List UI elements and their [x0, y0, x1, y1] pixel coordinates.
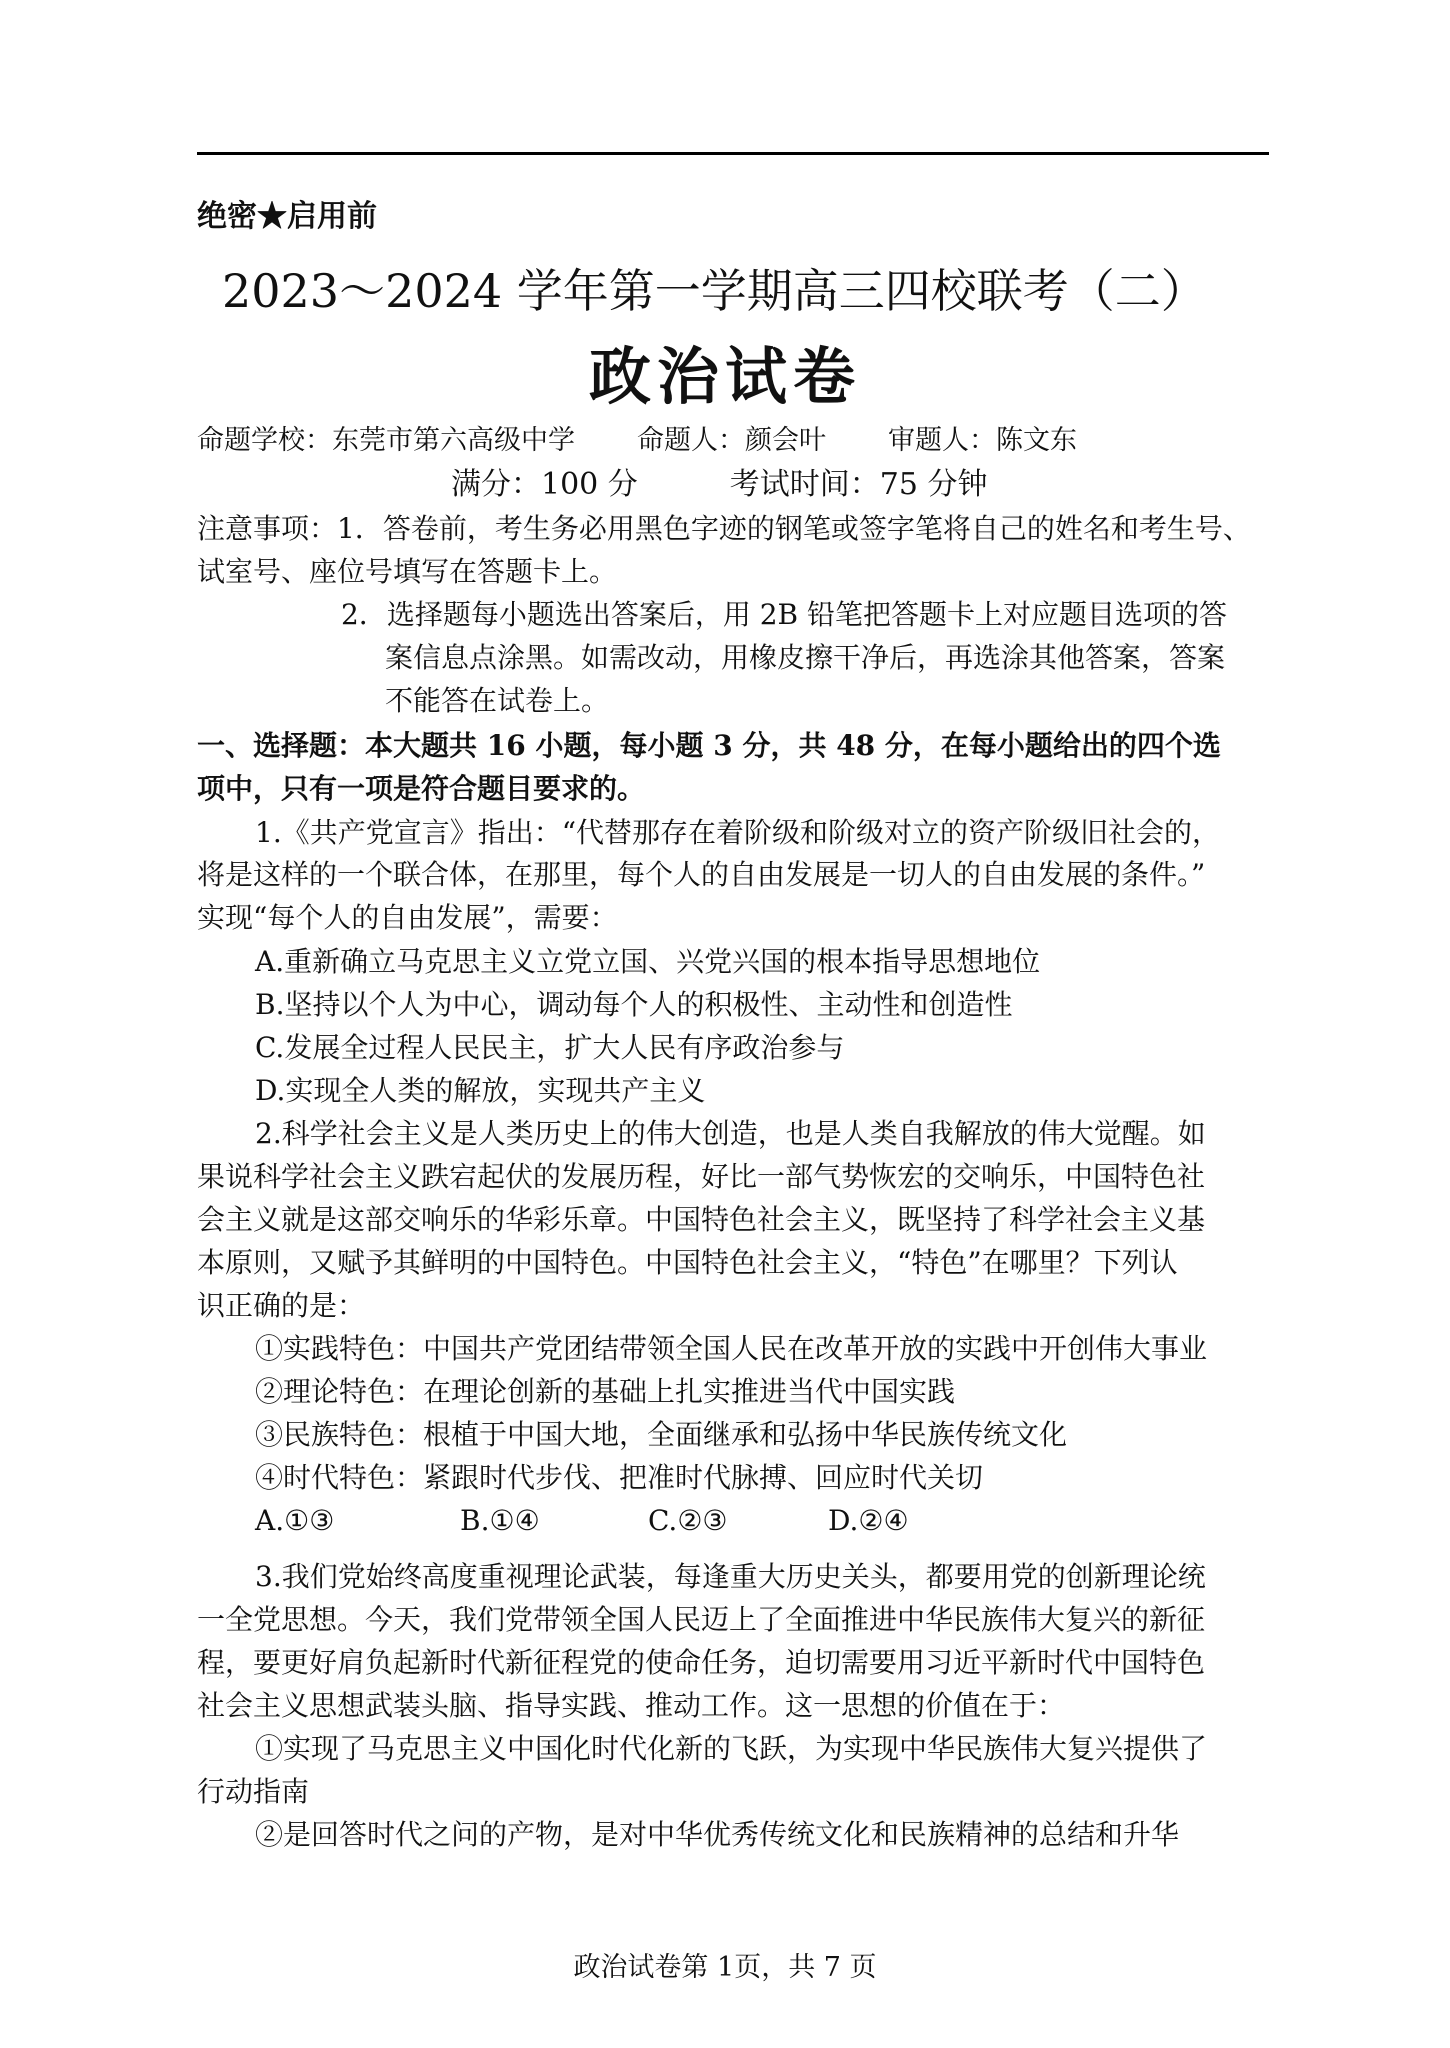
q2-stem-line-3: 会主义就是这部交响乐的华彩乐章。中国特色社会主义，既坚持了科学社会主义基 — [197, 1203, 1206, 1236]
page-footer: 政治试卷第 1页，共 7 页 — [573, 1952, 877, 1983]
q1-option-c: C.发展全过程人民民主，扩大人民有序政治参与 — [255, 1031, 845, 1064]
q1-stem-line-2: 将是这样的一个联合体，在那里，每个人的自由发展是一切人的自由发展的条件。” — [197, 858, 1206, 891]
confidential-label: 绝密★启用前 — [197, 199, 377, 234]
q2-statement-2: ②理论特色：在理论创新的基础上扎实推进当代中国实践 — [255, 1375, 956, 1408]
q2-options — [255, 1504, 909, 1538]
q1-stem-line-1: 1.《共产党宣言》指出：“代替那存在着阶级和阶级对立的资产阶级旧社会的， — [255, 816, 1221, 849]
exam-title: 2023～2024 学年第一学期高三四校联考（二） — [222, 264, 1207, 318]
note-1-line-1: 注意事项：1．答卷前，考生务必用黑色字迹的钢笔或签字笔将自己的姓名和考生号、 — [197, 512, 1251, 545]
note-1-line-2: 试室号、座位号填写在答题卡上。 — [197, 555, 618, 588]
q2-option-a: A.①③ — [255, 1504, 335, 1537]
top-rule — [197, 152, 1269, 155]
q2-statement-3: ③民族特色：根植于中国大地，全面继承和弘扬中华民族传统文化 — [255, 1418, 1068, 1451]
exam-time: 考试时间：75 分钟 — [729, 467, 988, 502]
note-2-line-3: 不能答在试卷上。 — [385, 684, 610, 717]
note-2-line-2: 案信息点涂黑。如需改动，用橡皮擦干净后，再选涂其他答案，答案 — [385, 641, 1226, 674]
full-score: 满分：100 分 — [451, 467, 638, 502]
author: 命题人：颜会叶 — [637, 425, 826, 456]
q3-stem-line-4: 社会主义思想武装头脑、指导实践、推动工作。这一思想的价值在于： — [197, 1689, 1066, 1722]
q3-statement-1-line-1: ①实现了马克思主义中国化时代化新的飞跃，为实现中华民族伟大复兴提供了 — [255, 1732, 1208, 1765]
q2-stem-line-2: 果说科学社会主义跌宕起伏的发展历程，好比一部气势恢宏的交响乐，中国特色社 — [197, 1160, 1206, 1193]
q3-stem-line-3: 程，要更好肩负起新时代新征程党的使命任务，迫切需要用习近平新时代中国特色 — [197, 1646, 1206, 1679]
q2-statement-1: ①实践特色：中国共产党团结带领全国人民在改革开放的实践中开创伟大事业 — [255, 1332, 1208, 1365]
q3-statement-1-line-2: 行动指南 — [197, 1775, 310, 1808]
q1-option-d: D.实现全人类的解放，实现共产主义 — [255, 1074, 706, 1107]
q1-stem-line-3: 实现“每个人的自由发展”，需要： — [197, 901, 618, 934]
q2-stem-line-4: 本原则，又赋予其鲜明的中国特色。中国特色社会主义，“特色”在哪里？下列认 — [197, 1246, 1178, 1279]
q2-stem-line-1: 2.科学社会主义是人类历史上的伟大创造，也是人类自我解放的伟大觉醒。如 — [255, 1117, 1206, 1150]
reviewer: 审题人：陈文东 — [888, 425, 1077, 456]
q3-stem-line-2: 一全党思想。今天，我们党带领全国人民迈上了全面推进中华民族伟大复兴的新征 — [197, 1603, 1206, 1636]
score-time — [451, 468, 988, 502]
q1-option-a: A.重新确立马克思主义立党立国、兴党兴国的根本指导思想地位 — [255, 945, 1041, 978]
q3-statement-2: ②是回答时代之问的产物，是对中华优秀传统文化和民族精神的总结和升华 — [255, 1818, 1180, 1851]
q3-stem-line-1: 3.我们党始终高度重视理论武装，每逢重大历史关头，都要用党的创新理论统 — [255, 1560, 1206, 1593]
q2-option-b: B.①④ — [460, 1504, 540, 1537]
q2-option-c: C.②③ — [648, 1504, 728, 1537]
section-heading-line-2: 项中，只有一项是符合题目要求的。 — [197, 772, 646, 805]
q2-option-d: D.②④ — [828, 1504, 909, 1537]
q1-option-b: B.坚持以个人为中心，调动每个人的积极性、主动性和创造性 — [255, 988, 1013, 1021]
q2-stem-line-5: 识正确的是： — [197, 1289, 366, 1322]
exam-meta — [197, 424, 1139, 458]
school: 命题学校：东莞市第六高级中学 — [197, 425, 575, 456]
note-2-line-1: 2．选择题每小题选出答案后，用 2B 铅笔把答题卡上对应题目选项的答 — [341, 598, 1228, 631]
q2-statement-4: ④时代特色：紧跟时代步伐、把准时代脉搏、回应时代关切 — [255, 1461, 984, 1494]
section-heading-line-1: 一、选择题：本大题共 16 小题，每小题 3 分，共 48 分，在每小题给出的四个选 — [197, 729, 1221, 762]
subject-title: 政治试卷 — [588, 340, 861, 413]
